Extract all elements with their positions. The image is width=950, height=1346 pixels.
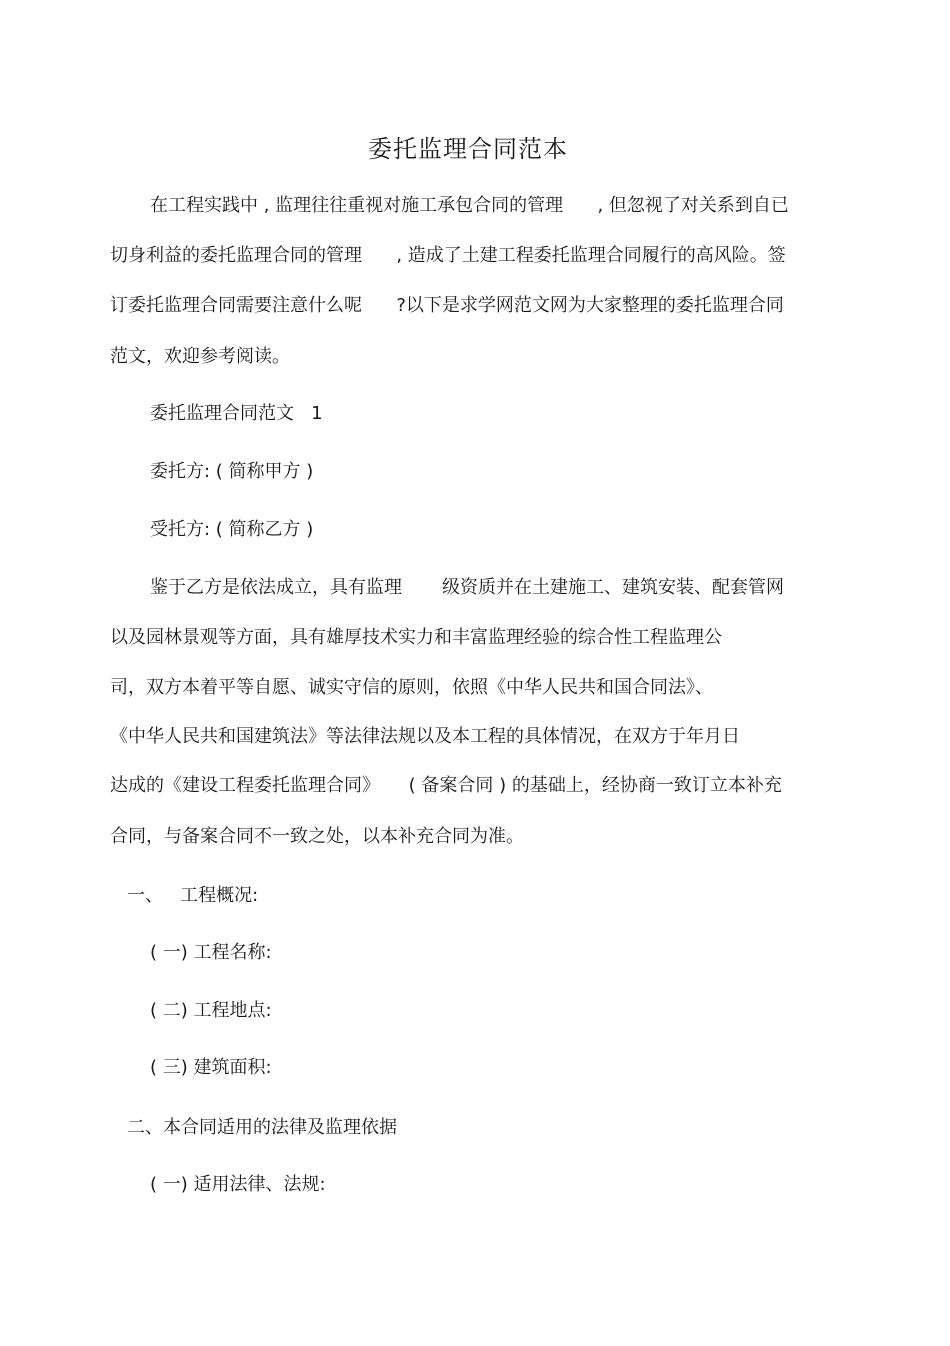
- section-item: ( 二) 工程地点:: [150, 1000, 272, 1021]
- clause-line: 合同，与备案合同不一致之处，以本补充合同为准。: [110, 826, 524, 847]
- intro-line: 范文，欢迎参考阅读。: [110, 346, 290, 367]
- section-item: ( 一) 工程名称:: [150, 942, 272, 963]
- party-b-line: 受托方: ( 简称乙方 ): [150, 519, 314, 540]
- section-item: ( 一) 适用法律、法规:: [150, 1174, 326, 1195]
- clause-line: 鉴于乙方是依法成立，具有监理 级资质并在土建施工、建筑安装、配套管网: [150, 577, 785, 598]
- clause-line: 司，双方本着平等自愿、诚实守信的原则，依照《中华人民共和国合同法》、: [110, 677, 713, 698]
- intro-line: 订委托监理合同需要注意什么呢 ?以下是求学网范文网为大家整理的委托监理合同: [110, 295, 784, 316]
- clause-line: 以及园林景观等方面，具有雄厚技术实力和丰富监理经验的综合性工程监理公: [110, 627, 722, 648]
- document-title: 委托监理合同范本: [368, 135, 568, 163]
- intro-line: 切身利益的委托监理合同的管理 , 造成了土建工程委托监理合同履行的高风险。签: [110, 245, 786, 266]
- clause-line: 《中华人民共和国建筑法》等法律法规以及本工程的具体情况，在双方于年月日: [110, 726, 740, 747]
- intro-line: 在工程实践中 , 监理往往重视对施工承包合同的管理 , 但忽视了对关系到自已: [150, 195, 789, 216]
- clause-line: 达成的《建设工程委托监理合同》 ( 备案合同 ) 的基础上，经协商一致订立本补充: [110, 775, 782, 796]
- section-item: ( 三) 建筑面积:: [150, 1057, 272, 1078]
- section-heading: 二、本合同适用的法律及监理依据: [127, 1117, 397, 1138]
- section-heading: 一、 工程概况:: [127, 885, 259, 906]
- sample-heading: 委托监理合同范文 1: [150, 403, 323, 424]
- party-a-line: 委托方: ( 简称甲方 ): [150, 461, 314, 482]
